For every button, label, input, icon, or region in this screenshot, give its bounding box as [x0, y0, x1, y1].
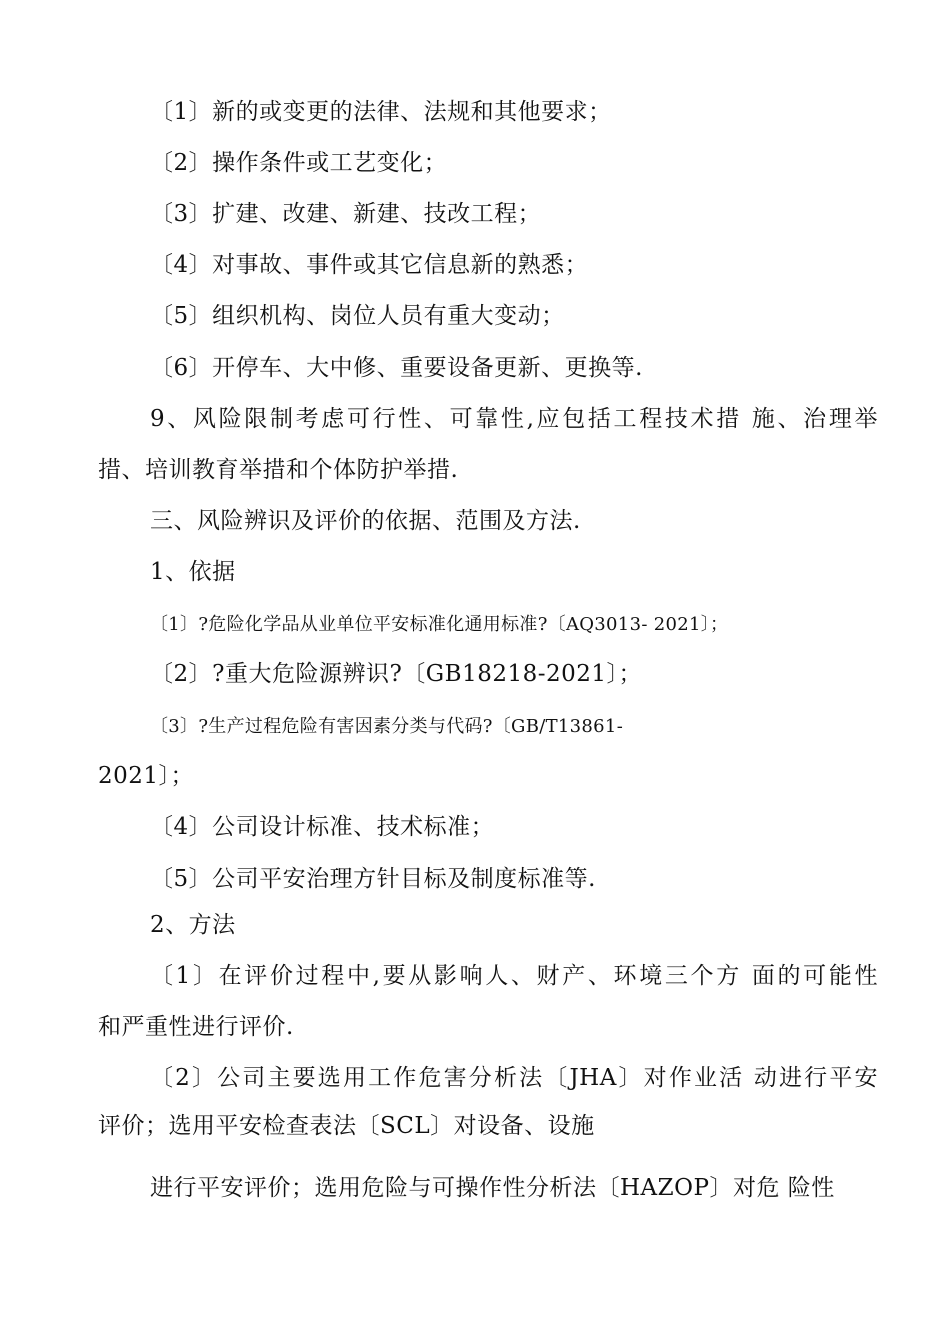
list-item-6-start-stop-maintenance: 〔6〕开停车、大中修、重要设备更新、更换等.	[150, 355, 643, 381]
list-item-4-accident-information: 〔4〕对事故、事件或其它信息新的熟悉；	[150, 252, 589, 278]
basis-item-3-gb-t13861: 〔3〕?生产过程危险有害因素分类与代码?〔GB/T13861-	[150, 716, 624, 737]
section-heading-3: 三、风险辨识及评价的依据、范围及方法.	[150, 508, 581, 534]
basis-item-5-safety-management: 〔5〕公司平安治理方针目标及制度标准等.	[150, 866, 596, 892]
basis-item-4-company-standards: 〔4〕公司设计标准、技术标准；	[150, 814, 495, 840]
list-item-1-new-laws: 〔1〕新的或变更的法律、法规和其他要求；	[150, 99, 612, 125]
paragraph-9-continuation: 措、培训教育举措和个体防护举措.	[98, 457, 459, 483]
list-item-5-organization-changes: 〔5〕组织机构、岗位人员有重大变动；	[150, 303, 565, 329]
paragraph-9-risk-control: 9、风险限制考虑可行性、可靠性,应包括工程技术措 施、治理举	[150, 406, 878, 432]
list-item-3-expansion-projects: 〔3〕扩建、改建、新建、技改工程；	[150, 201, 542, 227]
method-item-2-jha: 〔2〕公司主要选用工作危害分析法〔JHA〕对作业活 动进行平安	[150, 1065, 878, 1091]
method-item-2-hazop: 进行平安评价；选用危险与可操作性分析法〔HAZOP〕对危 险性	[150, 1175, 835, 1201]
method-item-1-continuation: 和严重性进行评价.	[98, 1014, 294, 1040]
basis-item-2-gb18218: 〔2〕?重大危险源辨识?〔GB18218-2021〕；	[150, 661, 643, 687]
basis-item-1-aq3013: 〔1〕?危险化学品从业单位平安标准化通用标准?〔AQ3013- 2021〕；	[150, 614, 729, 635]
subheading-methods: 2、方法	[150, 912, 236, 938]
list-item-2-operating-conditions: 〔2〕操作条件或工艺变化；	[150, 150, 448, 176]
method-item-2-scl: 评价；选用平安检查表法〔SCL〕对设备、设施	[98, 1113, 595, 1139]
basis-item-3-continuation: 2021〕；	[98, 763, 195, 789]
subheading-basis: 1、依据	[150, 559, 236, 585]
method-item-1-evaluation: 〔1〕在评价过程中,要从影响人、财产、环境三个方 面的可能性	[150, 963, 878, 989]
